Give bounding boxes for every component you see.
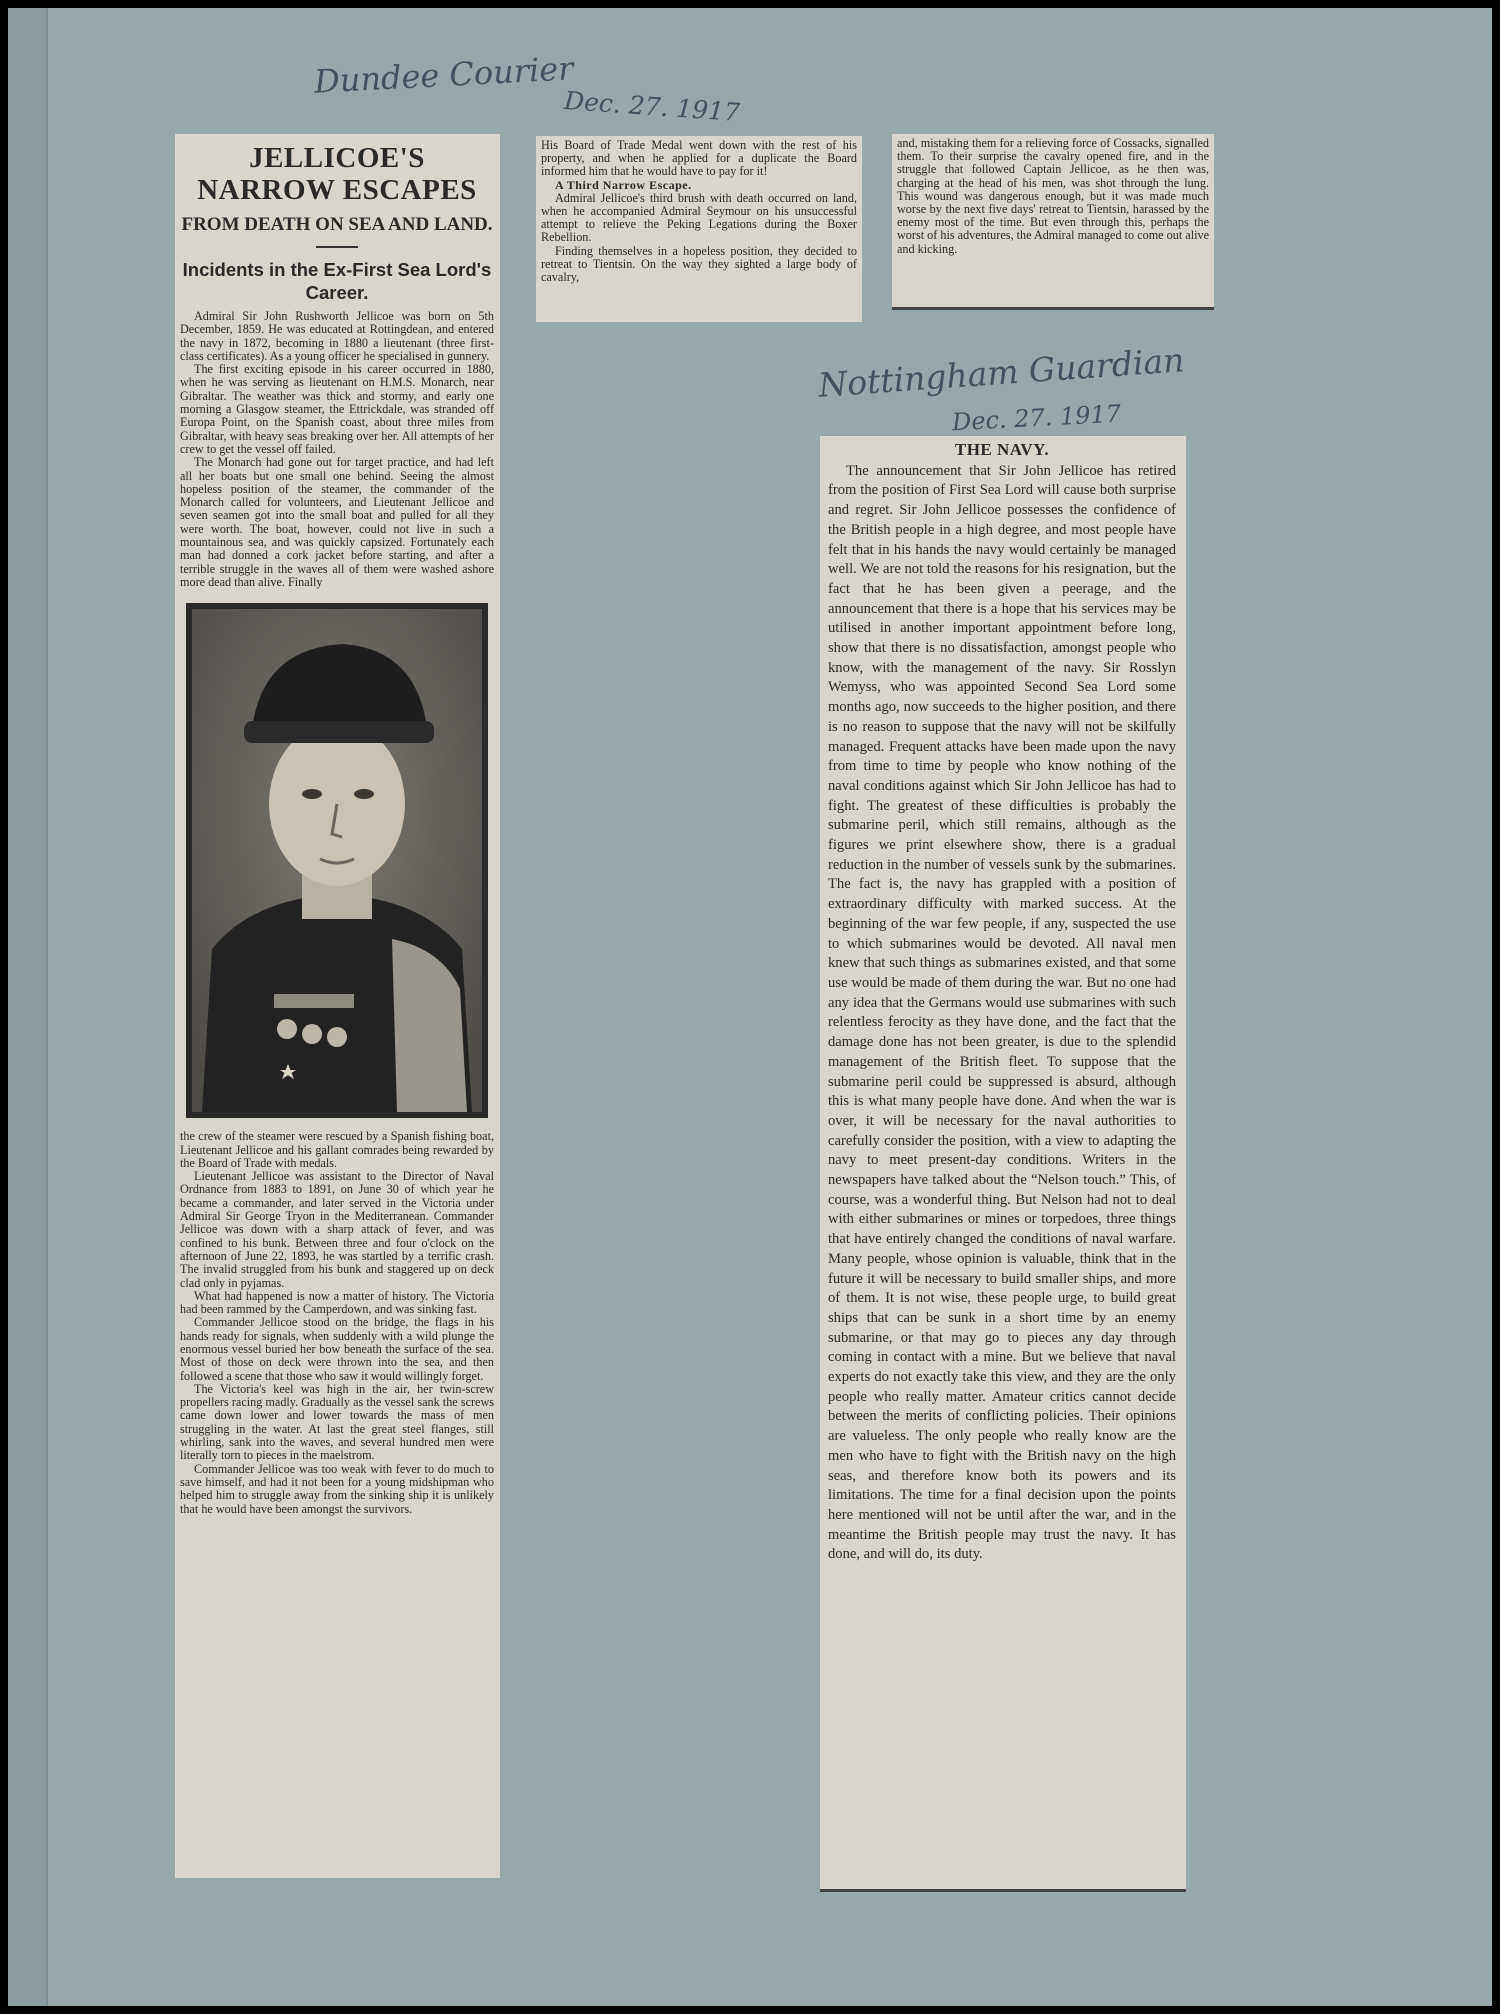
portrait-figure-icon xyxy=(192,609,482,1112)
article-paragraph: The Monarch had gone out for target practice, and had left all her boats but one small one behind. Seeing the almost hopeless position of the steamer, the commander of the Monarch called for volunteers, and Lieutenant Jellicoe and seven seamen got into the small boat and pulled for all they were worth. The boat, however, could not live in such a mountainous sea, and was quickly capsized. Fortunately each man had donned a cork jacket before starting, and after a terrible struggle in the waves all of them were washed ashore more dead than alive. Finally xyxy=(180,455,494,589)
article-paragraph: Commander Jellicoe was too weak with fever to do much to save himself, and had it not been for a young midshipman who helped him to struggle away from the sinking ship it is unlikely that he would have been amongst the survivors. xyxy=(180,1461,494,1516)
section-heading: Incidents in the Ex-First Sea Lord's Career. xyxy=(182,259,492,303)
article-paragraph: His Board of Trade Medal went down with the rest of his property, and when he applied for a duplicate the Board informed him that he would have to pay for it! xyxy=(541,138,857,179)
clipping-jellicoe-continuation-3 xyxy=(892,134,1214,310)
article-paragraph: the crew of the steamer were rescued by a Spanish fishing boat, Lieutenant Jellicoe and his gallant comrades being rewarded by the Board of Trade with medals. xyxy=(180,1129,494,1170)
article-subheadline: FROM DEATH ON SEA AND LAND. xyxy=(181,214,493,235)
article-paragraph: The Victoria's keel was high in the air, her twin-screw propellers racing madly. Gradually as the vessel sank the screws came down lower and lower towards the mass of men struggling in the water. At last the great steel flanges, still whirling, sank into the waves, and several hundred men were literally torn to pieces in the maelstrom. xyxy=(180,1381,494,1463)
article-title-the-navy: THE NAVY. xyxy=(954,440,1050,459)
headline-divider xyxy=(316,246,358,248)
article-paragraph: Finding themselves in a hopeless position, they decided to retreat to Tientsin. On the way they sighted a large body of cavalry, xyxy=(541,243,857,285)
article-paragraph: What had happened is now a matter of history. The Victoria had been rammed by the Camperdown, and was sinking fast. xyxy=(180,1288,494,1317)
portrait-photo-admiral xyxy=(186,603,488,1118)
article-paragraph: The first exciting episode in his career occurred in 1880, when he was serving as lieutenant on H.M.S. Monarch, near Gibraltar. The weather was thick and stormy, and early one morning a Glasgow steamer, the Ettrickdale, was stranded off Europa Point, on the Spanish coast, about three miles from Gibraltar, with heavy seas breaking over her. All attempts of her crew to get the vessel off failed. xyxy=(180,362,494,456)
article-paragraph: Commander Jellicoe stood on the bridge, the flags in his hands ready for signals, when suddenly with a wild plunge the enormous vessel buried her bow beneath the surface of the sea. Most of those on deck were thrown into the sea, and then followed a scene that those who saw it would willingly forget. xyxy=(180,1315,494,1383)
handwritten-date-nottingham: Dec. 27. 1917 xyxy=(951,399,1122,437)
article-paragraph: Admiral Jellicoe's third brush with death occurred on land, when he accompanied Admiral Seymour on his unsuccessful attempt to relieve the Peking Legations during the Boxer Rebellion. xyxy=(541,190,857,245)
handwritten-source-nottingham: Nottingham Guardian xyxy=(817,340,1186,405)
article-headline: JELLICOE'S NARROW ESCAPES xyxy=(197,142,477,206)
clipping-the-navy xyxy=(820,436,1186,1892)
article-paragraph: Admiral Sir John Rushworth Jellicoe was born on 5th December, 1859. He was educated at Rottingdean, and entered the navy in 1872, becoming in 1880 a lieutenant (three first-class certificates). As a young officer he specialised in gunnery. xyxy=(180,309,494,363)
clipping-jellicoe-escapes xyxy=(175,134,500,1878)
clipping-jellicoe-continuation-2 xyxy=(536,136,862,322)
handwritten-source-dundee: Dundee Courier xyxy=(313,49,575,101)
scrapbook-page xyxy=(8,8,1492,2006)
page-binding-edge xyxy=(8,8,48,2006)
article-paragraph: Lieutenant Jellicoe was assistant to the Director of Naval Ordnance from 1883 to 1891, on June 30 of which year he became a commander, and later served in the Victoria under Admiral Sir George Tryon in the Mediterranean. Commander Jellicoe was down with a sharp attack of fever, and was confined to his bunk. Between three and four o'clock on the afternoon of June 22, 1893, he was startled by a terrific crash. The invalid struggled from his bunk and staggered up on deck clad only in pyjamas. xyxy=(180,1169,494,1290)
article-paragraph: and, mistaking them for a relieving force of Cossacks, signalled them. To their surprise the cavalry opened fire, and in the struggle that followed Captain Jellicoe, as he then was, charging at the head of his men, was shot through the lung. This wound was dangerous enough, but it was made much worse by the next five days' retreat to Tientsin, harassed by the enemy most of the time. But even through this, perhaps the worst of his adventures, the Admiral managed to come out alive and kicking. xyxy=(897,136,1209,256)
handwritten-date-dundee: Dec. 27. 1917 xyxy=(563,85,741,128)
article-body: The announcement that Sir John Jellicoe has retired from the position of First Sea Lord will cause both surprise and regret. Sir John Jellicoe possesses the confidence of the British people in a high degree, and most people have felt that in his hands the navy would certainly be managed well. We are not told the reasons for his resignation, but the fact that he has been given a peerage, and the announcement that there is a hope that his services may be utilised in another important appointment before long, show that there is no dissatisfaction, amongst people who know, with the management of the navy. Sir Rosslyn Wemyss, who was appointed Second Sea Lord some months ago, now succeeds to the higher position, and there is no reason to suppose that the navy will not be skilfully managed. Frequent attacks have been made upon the navy from time to time by people who know nothing of the naval conditions against which Sir John Jellicoe has had to fight. The greatest of these difficulties is probably the submarine peril, which still remains, although as the figures we print elsewhere show, there is a gradual reduction in the number of vessels sunk by the submarines. The fact is, the navy has grappled with a position of extraordinary difficulty with marked success. At the beginning of the war few people, if any, suspected the use to which submarines would be devoted. All naval men knew that such things as submarines existed, and that some use would be made of them during the war. But no one had any idea that the Germans would use submarines with such relentless ferocity as they have done, and the fact that the damage done has not been greater, is due to the splendid management of the British fleet. To suppose that the submarine peril could be suppressed is absurd, although this is what many people have done. And when the war is over, it will be necessary for the naval authorities to carefully consider the position, with a view to adapting the navy to meet present-day conditions. Writers in the newspapers have talked about the “Nelson touch.” This, of course, was a wonderful thing. But Nelson had not to deal with either submarines or mines or torpedoes, three things that have entirely changed the conditions of naval warfare. Many people, whose opinion is valuable, think that in the future it will be necessary to build smaller ships, and more of them. It is not wise, these people urge, to build great ships that can be sunk in a short time by an enemy submarine, or that may go to pieces any day through coming in contact with a mine. But we believe that naval experts do not exactly take this view, and they are the only people who really matter. Amateur critics cannot decide between the merits of conflicting policies. Their opinions are valueless. The only people who really know are the men who have to fight with the British navy on the high seas, and therefore know both its powers and its limitations. The time for a final decision upon the points here mentioned will not be until after the war, and in the meantime the British people may trust the navy. It has done, and will do, its duty. xyxy=(828,462,1176,1563)
subheading-third-escape: A Third Narrow Escape. xyxy=(555,177,692,192)
